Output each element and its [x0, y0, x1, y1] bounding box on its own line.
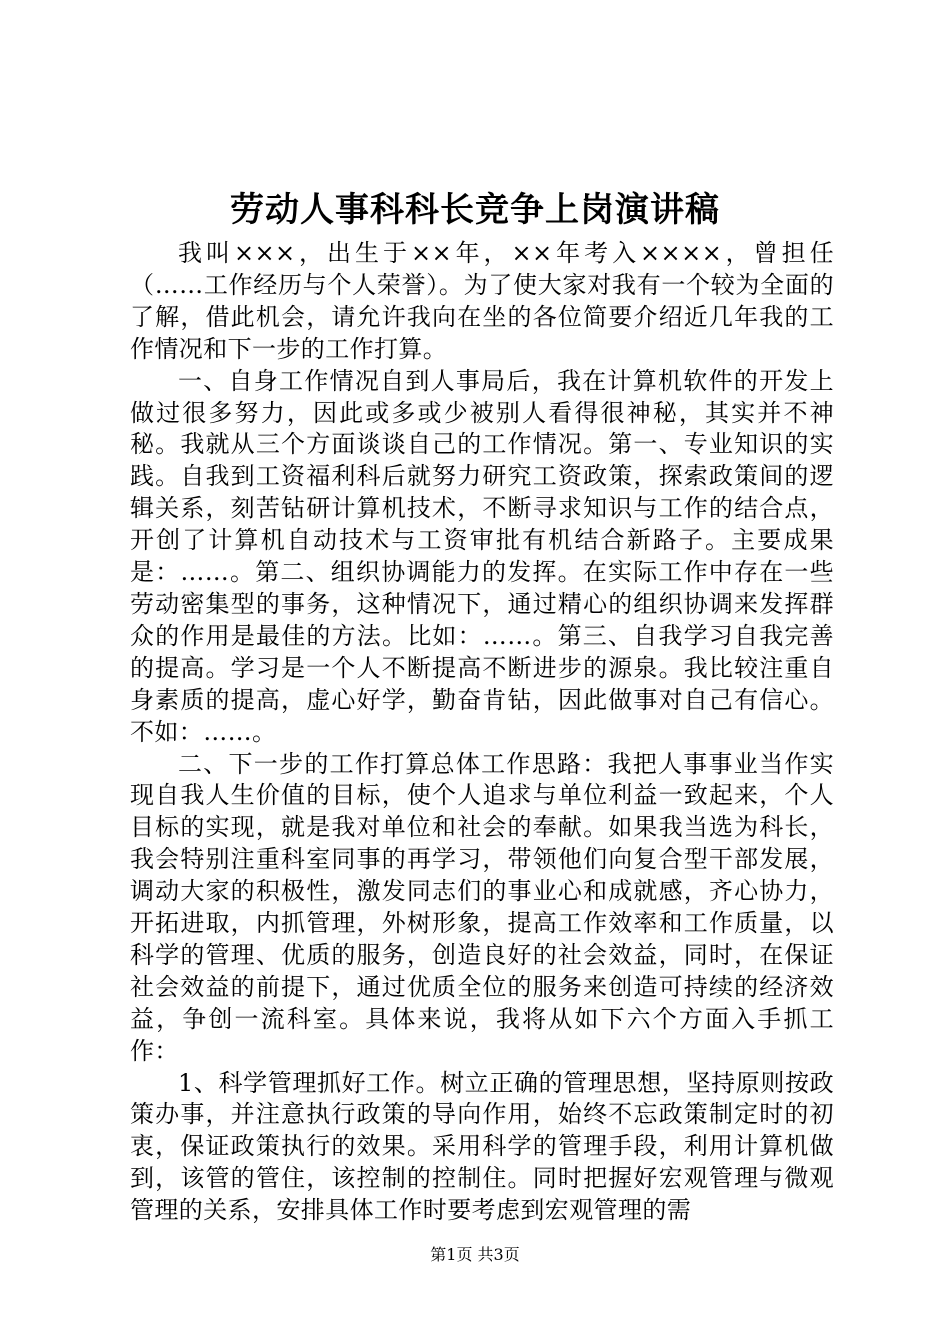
document-body — [130, 238, 834, 1227]
page-total: 共3页 — [477, 1245, 520, 1264]
paragraph-section-two: 二、下一步的工作打算总体工作思路：我把人事事业当作实现自我人生价值的目标，使个人追求与单位利益一致起来，个人目标的实现，就是我对单位和社会的奉献。如果我当选为科长，我会特别注重科室同事的再学习，带领他们向复合型干部发展，调动大家的积极性，激发同志们的事业心和成就感，齐心协力，开拓进取，内抓管理，外树形象，提高工作效率和工作质量，以科学的管理、优质的服务，创造良好的社会效益，同时，在保证社会效益的前提下，通过优质全位的服务来创造可持续的经济效益，争创一流科室。具体来说，我将从如下六个方面入手抓工作： — [130, 749, 834, 1065]
document-title: 劳动人事科科长竞争上岗演讲稿 — [230, 190, 720, 230]
paragraph-item-one: 1、科学管理抓好工作。树立正确的管理思想，坚持原则按政策办事，并注意执行政策的导向作用，始终不忘政策制定时的初衷，保证政策执行的效果。采用科学的管理手段，利用计算机做到，该管的管住，该控制的控制住。同时把握好宏观管理与微观管理的关系，安排具体工作时要考虑到宏观管理的需 — [130, 1068, 834, 1225]
page-footer — [0, 1244, 950, 1266]
page-number: 第1页 — [430, 1245, 473, 1264]
paragraph-section-one: 一、自身工作情况自到人事局后，我在计算机软件的开发上做过很多努力，因此或多或少被别人看得很神秘，其实并不神秘。我就从三个方面谈谈自己的工作情况。第一、专业知识的实践。自我到工资福利科后就努力研究工资政策，探索政策间的逻辑关系，刻苦钻研计算机技术，不断寻求知识与工作的结合点，开创了计算机自动技术与工资审批有机结合新路子。主要成果是：……。第二、组织协调能力的发挥。在实际工作中存在一些劳动密集型的事务，这种情况下，通过精心的组织协调来发挥群众的作用是最佳的方法。比如：……。第三、自我学习自我完善的提高。学习是一个人不断提高不断进步的源泉。我比较注重自身素质的提高，虚心好学，勤奋肯钻，因此做事对自己有信心。不如：……。 — [130, 366, 834, 746]
paragraph-intro: 我叫×××，出生于××年，××年考入××××，曾担任（……工作经历与个人荣誉）。为了使大家对我有一个较为全面的了解，借此机会，请允许我向在坐的各位简要介绍近几年我的工作情况和下一步的工作打算。 — [130, 239, 834, 363]
